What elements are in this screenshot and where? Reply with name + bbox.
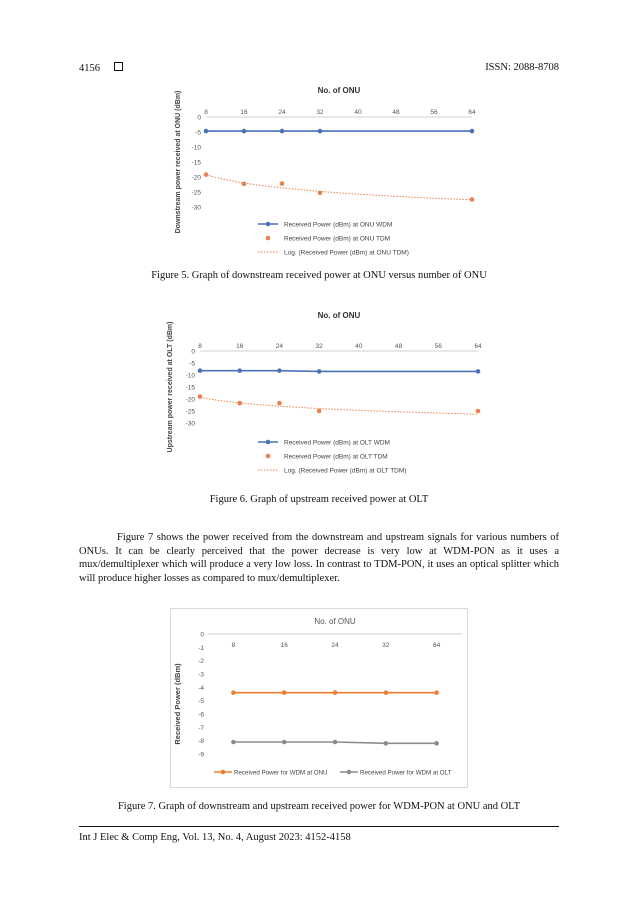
figure-7-caption: Figure 7. Graph of downstream and upstream received power for WDM-PON at ONU and OLT xyxy=(117,801,521,812)
data-point-olt xyxy=(231,740,236,745)
figure-5-caption: Figure 5. Graph of downstream received power at ONU versus number of ONU xyxy=(151,270,487,281)
legend-label: Log. (Received Power (dBm) at ONU TDM) xyxy=(284,249,409,257)
data-point-wdm xyxy=(198,368,203,373)
legend-label: Received Power (dBm) at OLT TDM xyxy=(284,453,388,461)
issn: ISSN: 2088-8708 xyxy=(485,62,559,73)
data-point-tdm xyxy=(280,181,285,186)
x-tick-label: 24 xyxy=(331,642,339,649)
y-tick-label: -20 xyxy=(191,174,201,182)
footer-rule xyxy=(79,826,559,827)
x-tick-label: 40 xyxy=(354,109,362,116)
y-tick-label: -5 xyxy=(189,360,195,368)
y-tick-label: -15 xyxy=(185,384,195,392)
legend-swatch-marker xyxy=(266,454,271,459)
data-point-wdm xyxy=(242,129,247,134)
footer-citation: Int J Elec & Comp Eng, Vol. 13, No. 4, August 2023: 4152-4158 xyxy=(79,832,351,843)
x-tick-label: 48 xyxy=(394,343,403,350)
y-tick-label: -6 xyxy=(198,711,204,719)
data-point-wdm xyxy=(237,368,242,373)
data-point-olt xyxy=(282,740,287,745)
data-point-tdm xyxy=(277,401,282,406)
data-point-olt xyxy=(384,741,389,746)
x-tick-label: 40 xyxy=(355,343,363,350)
y-tick-label: -2 xyxy=(198,658,204,666)
y-tick-label: -3 xyxy=(198,671,204,679)
legend-label: Received Power for WDM at ONU xyxy=(234,769,328,777)
chart-title: No. of ONU xyxy=(317,86,361,95)
checkbox-glyph-icon xyxy=(114,62,123,71)
legend-swatch-marker xyxy=(266,236,271,241)
page-number-text: 4156 xyxy=(79,63,100,74)
data-point-tdm xyxy=(317,409,322,414)
x-tick-label: 64 xyxy=(474,343,482,350)
y-axis-label: Upstream power received at OLT (dBm) xyxy=(167,321,174,453)
x-tick-label: 64 xyxy=(468,109,476,116)
y-tick-label: -20 xyxy=(185,396,195,404)
data-point-wdm xyxy=(277,368,282,373)
y-tick-label: -5 xyxy=(198,698,204,706)
y-tick-label: -5 xyxy=(195,129,201,137)
legend-label: Received Power for WDM at OLT xyxy=(360,769,452,777)
x-tick-label: 8 xyxy=(231,642,236,649)
legend-swatch-marker xyxy=(266,440,271,445)
figure-5-chart xyxy=(166,78,484,264)
data-point-wdm xyxy=(476,369,481,374)
y-tick-label: -30 xyxy=(185,420,195,428)
chart-svg xyxy=(160,306,490,486)
y-tick-label: -4 xyxy=(198,684,204,692)
data-point-wdm xyxy=(318,129,323,134)
data-point-olt xyxy=(434,741,439,746)
data-point-wdm xyxy=(470,129,475,134)
trend-line-log xyxy=(200,397,478,414)
data-point-wdm xyxy=(204,129,209,134)
y-tick-label: -8 xyxy=(198,738,204,746)
figure-6-caption: Figure 6. Graph of upstream received power at OLT xyxy=(209,494,429,505)
data-point-onu xyxy=(333,690,338,695)
chart-title: No. of ONU xyxy=(317,311,361,320)
x-tick-label: 56 xyxy=(434,343,442,350)
y-tick-label: -25 xyxy=(185,408,195,416)
x-tick-label: 24 xyxy=(275,343,284,350)
data-point-tdm xyxy=(198,394,203,399)
y-axis-label: Received Power (dBm) xyxy=(173,663,182,745)
chart-svg xyxy=(166,78,484,264)
x-tick-label: 32 xyxy=(315,343,323,350)
x-tick-label: 16 xyxy=(280,642,288,649)
y-tick-label: -10 xyxy=(191,144,201,152)
data-point-onu xyxy=(384,690,389,695)
y-tick-label: -30 xyxy=(191,204,201,212)
y-tick-label: -7 xyxy=(198,724,204,732)
y-tick-label: -1 xyxy=(198,644,204,652)
chart-svg xyxy=(170,608,468,788)
x-tick-label: 64 xyxy=(432,642,441,649)
trend-line-log xyxy=(206,175,472,200)
legend-label: Log. (Received Power (dBm) at OLT TDM) xyxy=(284,467,407,475)
figure-7-chart xyxy=(170,608,468,788)
chart-frame xyxy=(171,609,468,788)
legend-label: Received Power (dBm) at OLT WDM xyxy=(284,439,390,447)
y-tick-label: 0 xyxy=(191,348,195,356)
data-point-onu xyxy=(231,690,236,695)
y-tick-label: 0 xyxy=(197,114,201,122)
legend-swatch-marker xyxy=(347,770,352,775)
legend-label: Received Power (dBm) at ONU WDM xyxy=(284,221,393,229)
y-tick-label: -10 xyxy=(185,372,195,380)
x-tick-label: 16 xyxy=(236,343,244,350)
x-tick-label: 8 xyxy=(204,109,208,116)
x-tick-label: 16 xyxy=(240,109,248,116)
data-point-wdm xyxy=(317,369,322,374)
y-tick-label: 0 xyxy=(200,631,204,639)
body-paragraph xyxy=(79,531,559,585)
x-tick-label: 8 xyxy=(198,343,202,350)
chart-title: No. of ONU xyxy=(314,617,356,626)
legend-swatch-marker xyxy=(221,770,226,775)
data-point-tdm xyxy=(204,172,209,177)
legend-label: Received Power (dBm) at ONU TDM xyxy=(284,235,391,243)
data-point-onu xyxy=(282,690,287,695)
x-tick-label: 32 xyxy=(316,109,324,116)
page-number xyxy=(79,62,123,74)
x-tick-label: 24 xyxy=(278,109,286,116)
y-tick-label: -15 xyxy=(191,159,201,167)
y-tick-label: -9 xyxy=(198,751,204,759)
data-point-wdm xyxy=(280,129,285,134)
x-tick-label: 32 xyxy=(382,642,390,649)
legend-swatch-marker xyxy=(266,222,271,227)
y-tick-label: -25 xyxy=(191,189,201,197)
data-point-olt xyxy=(333,740,338,745)
x-tick-label: 48 xyxy=(392,109,400,116)
y-axis-label: Downstream power received at ONU (dBm) xyxy=(175,90,182,234)
data-point-tdm xyxy=(476,409,481,414)
x-tick-label: 56 xyxy=(430,109,438,116)
figure-6-chart xyxy=(160,306,490,486)
body-paragraph-text: Figure 7 shows the power received from the downstream and upstream signals for various numbers of ONUs. It can be clearly perceived that the power decrease is very low at WDM-PON as it uses a mux/demultiplexer which will produce a very low loss. In contrast to TDM-PON, it uses an optical splitter which will produce higher losses as compared to mux/demultiplexer. xyxy=(79,532,559,584)
data-point-onu xyxy=(434,690,439,695)
